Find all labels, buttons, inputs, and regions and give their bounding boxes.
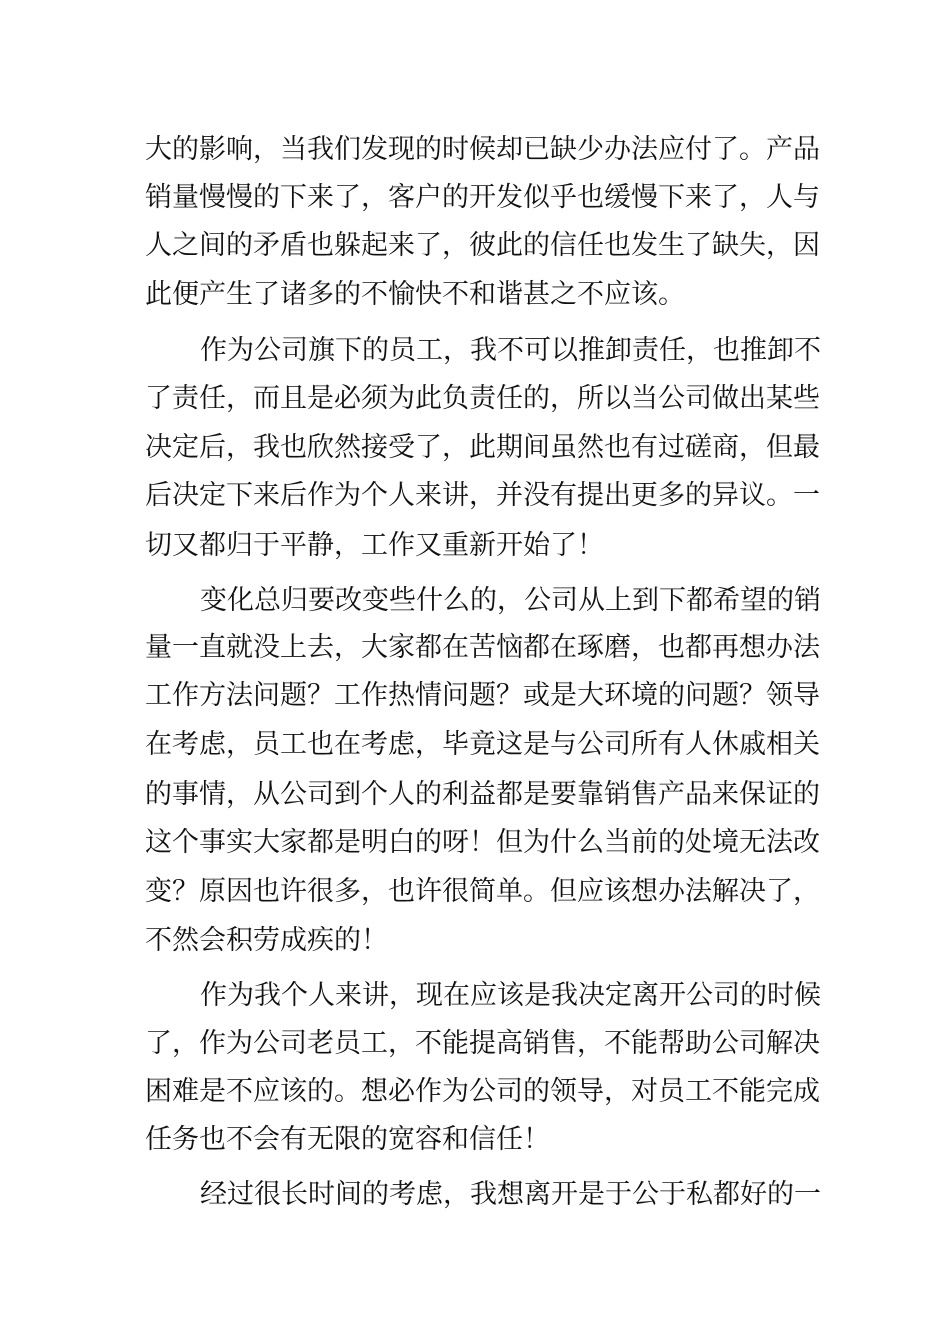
text-line: 的事情，从公司到个人的利益都是要靠销售产品来保证的	[145, 779, 820, 810]
text-line: 人之间的矛盾也躲起来了，彼此的信任也发生了缺失，因	[145, 230, 820, 261]
paragraph-first-line: 经过很长时间的考虑，我想离开是于公于私都好的一	[200, 1179, 821, 1210]
text-line: 在考虑，员工也在考虑，毕竟这是与公司所有人休戚相关	[145, 729, 820, 760]
text-line: 后决定下来后作为个人来讲，并没有提出更多的异议。一	[145, 480, 820, 511]
text-line: 这个事实大家都是明白的呀！但为什么当前的处境无法改	[145, 827, 820, 858]
text-line: 量一直就没上去，大家都在苦恼都在琢磨，也都再想办法	[145, 632, 820, 663]
paragraph-first-line: 作为我个人来讲，现在应该是我决定离开公司的时候	[200, 980, 821, 1011]
text-line: 任务也不会有无限的宽容和信任！	[145, 1124, 550, 1155]
text-line: 了责任，而且是必须为此负责任的，所以当公司做出某些	[145, 383, 820, 414]
paragraph-first-line: 变化总归要改变些什么的，公司从上到下都希望的销	[200, 585, 821, 616]
text-line: 变？原因也许很多，也许很简单。但应该想办法解决了，	[145, 876, 820, 907]
text-line: 大的影响，当我们发现的时候却已缺少办法应付了。产品	[145, 134, 820, 165]
text-line: 决定后，我也欣然接受了，此期间虽然也有过磋商，但最	[145, 432, 820, 463]
text-line: 此便产生了诸多的不愉快不和谐甚之不应该。	[145, 279, 685, 310]
text-line: 工作方法问题？工作热情问题？或是大环境的问题？领导	[145, 680, 820, 711]
text-line: 不然会积劳成疾的！	[145, 925, 388, 956]
text-line: 了，作为公司老员工，不能提高销售，不能帮助公司解决	[145, 1028, 820, 1059]
text-line: 切又都归于平静，工作又重新开始了！	[145, 530, 604, 561]
paragraph-first-line: 作为公司旗下的员工，我不可以推卸责任，也推卸不	[200, 335, 821, 366]
text-line: 困难是不应该的。想必作为公司的领导，对员工不能完成	[145, 1076, 820, 1107]
text-line: 销量慢慢的下来了，客户的开发似乎也缓慢下来了，人与	[145, 182, 820, 213]
